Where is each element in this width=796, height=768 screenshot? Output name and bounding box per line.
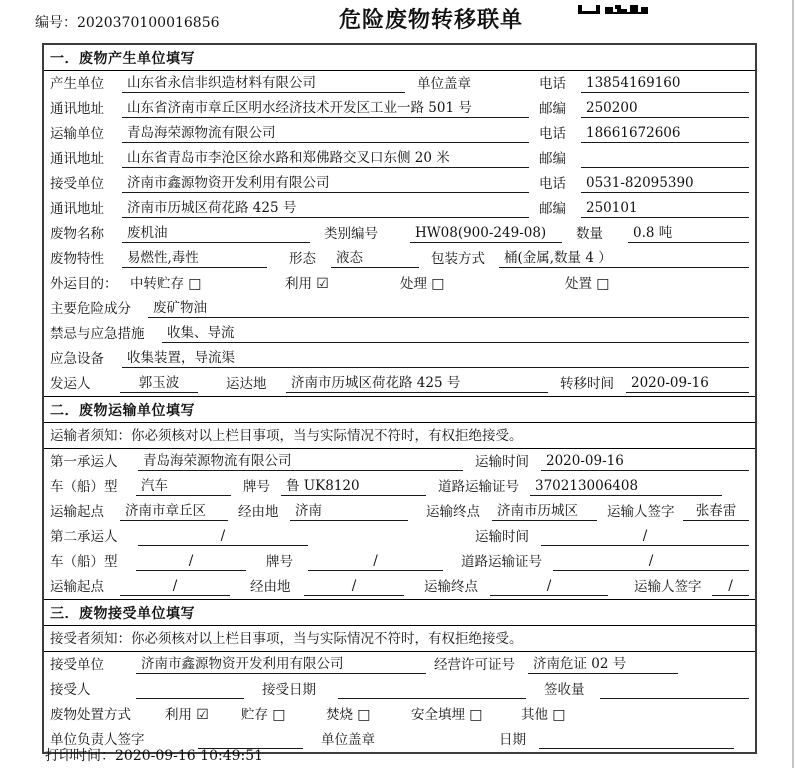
transport-unit-label: 运输单位: [50, 126, 104, 142]
producer-zip-value: 250200: [581, 99, 749, 118]
transport-zip-value: [581, 149, 749, 168]
route-via-2-label: 经由地: [250, 579, 291, 595]
purpose-option-dispose: [565, 275, 610, 293]
destination-label: 运达地: [226, 376, 267, 392]
transport-address-row: [44, 146, 755, 171]
accept-unit-label: 接受单位: [50, 657, 104, 673]
receiver-zip-label: 邮编: [539, 201, 566, 217]
waste-trait-label: 废物特性: [50, 251, 104, 267]
route-via-2-value: /: [304, 577, 404, 596]
plate-number-1-label: 牌号: [243, 479, 270, 495]
print-time: [45, 745, 263, 765]
transport-time-2-label: 运输时间: [475, 529, 529, 545]
hazard-component-value: 废矿物油: [148, 299, 749, 318]
manifest-form-table: [42, 43, 757, 754]
receiver-zip-value: 250101: [581, 199, 749, 218]
producer-unit-row: [44, 71, 755, 96]
first-carrier-value: 青岛海荣源物流有限公司: [138, 452, 463, 471]
transport-address-value: 山东省青岛市李沧区徐水路和郑佛路交叉口东侧 20 米: [122, 149, 529, 168]
page-edge-divider: [792, 0, 794, 768]
plate-number-1-value: 鲁 UK8120: [281, 477, 426, 496]
accept-amount-label: 签收量: [544, 682, 585, 698]
disposal-method-label: 废物处置方式: [50, 707, 131, 723]
emergency-measures-label: 禁忌与应急措施: [50, 326, 145, 342]
purpose-treat-checkbox[interactable]: □: [431, 276, 445, 292]
disposal-landfill-label: 安全填埋: [411, 707, 465, 723]
receiver-phone-label: 电话: [539, 176, 566, 192]
producer-zip-label: 邮编: [539, 101, 566, 117]
road-permit-2-label: 道路运输证号: [461, 554, 542, 570]
transfer-time-value: 2020-09-16: [626, 374, 749, 393]
road-permit-2-value: /: [553, 552, 749, 571]
transport-time-2-value: /: [541, 527, 749, 546]
receiver-address-value: 济南市历城区荷花路 425 号: [122, 199, 529, 218]
document-number: [35, 12, 220, 32]
waste-category-value: HW08(900-249-08): [410, 224, 562, 243]
plate-number-2-value: /: [308, 552, 443, 571]
page-title: 危险废物转移联单: [338, 7, 524, 33]
transporter-sign-2-label: 运输人签字: [634, 579, 702, 595]
waste-form-label: 形态: [289, 251, 316, 267]
vehicle-type-2-row: [44, 549, 755, 574]
purpose-storage-checkbox[interactable]: □: [188, 276, 202, 292]
disposal-other-checkbox[interactable]: □: [552, 707, 566, 723]
destination-value: 济南市历城区荷花路 425 号: [286, 374, 548, 393]
vehicle-type-1-label: 车（船）型: [50, 479, 118, 495]
transport-address-label: 通讯地址: [50, 151, 104, 167]
purpose-utilize-label: 利用: [285, 276, 312, 292]
waste-qty-value: 0.8 吨: [628, 224, 749, 243]
waste-trait-value: 易燃性,毒性: [122, 249, 267, 268]
disposal-burn-label: 焚烧: [326, 707, 353, 723]
transporter-notice-row: [44, 423, 755, 449]
route-end-2-value: /: [490, 577, 608, 596]
document-number-label: 编号：: [35, 15, 77, 31]
first-carrier-label: 第一承运人: [50, 454, 118, 470]
section-2-header: 二．废物运输单位填写: [44, 396, 755, 423]
transporter-sign-1-value: 张春雷: [683, 502, 749, 521]
disposal-option-utilize: [165, 706, 241, 724]
route-origin-2-label: 运输起点: [50, 579, 104, 595]
disposal-method-row: [44, 702, 755, 727]
road-permit-1-label: 道路运输证号: [438, 479, 519, 495]
disposal-utilize-label: 利用: [165, 707, 192, 723]
unit-seal-3-label: 单位盖章: [321, 732, 375, 748]
transport-zip-label: 邮编: [539, 151, 566, 167]
transfer-time-label: 转移时间: [560, 376, 614, 392]
document-header: [0, 0, 796, 40]
purpose-dispose-label: 处置: [565, 276, 592, 292]
producer-unit-label: 产生单位: [50, 76, 104, 92]
purpose-dispose-checkbox[interactable]: □: [596, 276, 610, 292]
purpose-option-treat: [400, 275, 565, 293]
accept-amount-value: [600, 680, 749, 699]
plate-number-2-label: 牌号: [266, 554, 293, 570]
second-carrier-value: /: [138, 527, 308, 546]
accept-date-label: 接受日期: [262, 682, 316, 698]
receiver-phone-value: 0531-82095390: [581, 174, 749, 193]
disposal-storage-label: 贮存: [241, 707, 268, 723]
purpose-treat-label: 处理: [400, 276, 427, 292]
print-time-label: 打印时间：: [45, 748, 115, 764]
route-end-2-label: 运输终点: [424, 579, 478, 595]
second-carrier-label: 第二承运人: [50, 529, 118, 545]
producer-phone-label: 电话: [539, 76, 566, 92]
sender-value: 郭玉波: [120, 374, 198, 393]
print-time-value: 2020-09-16 10:49:51: [115, 748, 264, 764]
emergency-measures-value: 收集、导流: [162, 324, 749, 343]
route-end-1-value: 济南市历城区: [492, 502, 597, 521]
emergency-measures-row: [44, 321, 755, 346]
transporter-notice-text: 运输者须知：你必须核对以上栏目事项，当与实际情况不符时，有权拒绝接受。: [50, 427, 523, 444]
section-3-header: 三．废物接受单位填写: [44, 599, 755, 626]
qr-code-icon: [578, 0, 648, 19]
vehicle-type-1-value: 汽车: [136, 477, 231, 496]
transporter-sign-2-value: /: [712, 577, 749, 596]
producer-address-value: 山东省济南市章丘区明水经济技术开发区工业一路 501 号: [122, 99, 529, 118]
receiver-unit-label: 接受单位: [50, 176, 104, 192]
disposal-burn-checkbox[interactable]: □: [357, 707, 371, 723]
packing-value: 桶(金属,数量 4 ）: [499, 249, 749, 268]
license-number-value: 济南危证 02 号: [528, 655, 678, 674]
waste-form-value: 液态: [331, 249, 419, 268]
receiver-notice-text: 接受者须知：你必须核对以上栏目事项，当与实际情况不符时，有权拒绝接受。: [50, 630, 523, 647]
responsible-sign-label: 单位负责人签字: [50, 732, 145, 748]
vehicle-type-2-label: 车（船）型: [50, 554, 118, 570]
waste-name-value: 废机油: [122, 224, 310, 243]
route-origin-1-label: 运输起点: [50, 504, 104, 520]
disposal-storage-checkbox[interactable]: □: [272, 707, 286, 723]
accept-seal-date-value: [539, 730, 734, 749]
disposal-option-landfill: [411, 706, 521, 724]
route-origin-2-value: /: [120, 577, 230, 596]
waste-qty-label: 数量: [576, 226, 603, 242]
accept-person-value: [136, 680, 244, 699]
document-number-value: 2020370100016856: [77, 15, 220, 31]
route-end-1-label: 运输终点: [426, 504, 480, 520]
emergency-equipment-row: [44, 346, 755, 371]
waste-trait-row: [44, 246, 755, 271]
transport-phone-label: 电话: [539, 126, 566, 142]
waste-category-label: 类别编号: [324, 226, 378, 242]
producer-unit-value: 山东省永信非织造材料有限公司: [122, 74, 405, 93]
emergency-equipment-label: 应急设备: [50, 351, 104, 367]
transport-phone-value: 18661672606: [581, 124, 749, 143]
waste-name-row: [44, 221, 755, 246]
accept-date-value: [338, 680, 526, 699]
disposal-utilize-checkbox[interactable]: ☑: [196, 707, 209, 723]
emergency-equipment-value: 收集装置，导流渠: [122, 349, 749, 368]
vehicle-type-2-value: /: [136, 552, 246, 571]
route-2-row: [44, 574, 755, 599]
purpose-option-storage: [130, 275, 285, 293]
transfer-purpose-row: [44, 271, 755, 296]
producer-address-label: 通讯地址: [50, 101, 104, 117]
transporter-sign-1-label: 运输人签字: [607, 504, 675, 520]
disposal-option-burn: [326, 706, 411, 724]
purpose-option-utilize: [285, 275, 400, 293]
route-via-1-value: 济南: [290, 502, 408, 521]
transport-unit-value: 青岛海荣源物流有限公司: [122, 124, 529, 143]
receiver-address-row: [44, 196, 755, 221]
route-1-row: [44, 499, 755, 524]
hazard-component-row: [44, 296, 755, 321]
license-number-label: 经营许可证号: [434, 657, 515, 673]
receiver-notice-row: [44, 626, 755, 652]
transfer-purpose-label: 外运目的：: [50, 276, 118, 292]
disposal-option-storage: [241, 706, 326, 724]
waste-name-label: 废物名称: [50, 226, 104, 242]
vehicle-type-1-row: [44, 474, 755, 499]
disposal-landfill-checkbox[interactable]: □: [469, 707, 483, 723]
sender-row: [44, 371, 755, 396]
transport-time-1-value: 2020-09-16: [541, 452, 749, 471]
road-permit-1-value: 370213006408: [530, 477, 722, 496]
unit-seal-label: 单位盖章: [417, 76, 471, 92]
disposal-other-label: 其他: [521, 707, 548, 723]
route-origin-1-value: 济南市章丘区: [120, 502, 228, 521]
accept-person-row: [44, 677, 755, 702]
second-carrier-row: [44, 524, 755, 549]
sender-label: 发运人: [50, 376, 91, 392]
accept-unit-row: [44, 652, 755, 677]
route-via-1-label: 经由地: [238, 504, 279, 520]
disposal-option-other: [521, 706, 566, 724]
accept-seal-date-label: 日期: [499, 732, 526, 748]
transport-time-1-label: 运输时间: [475, 454, 529, 470]
accept-unit-value: 济南市鑫源物资开发利用有限公司: [136, 655, 426, 674]
receiver-unit-row: [44, 171, 755, 196]
section-1-header: 一．废物产生单位填写: [44, 45, 755, 71]
hazard-component-label: 主要危险成分: [50, 301, 131, 317]
producer-address-row: [44, 96, 755, 121]
producer-phone-value: 13854169160: [581, 74, 749, 93]
packing-label: 包装方式: [431, 251, 485, 267]
purpose-utilize-checkbox[interactable]: ☑: [316, 276, 329, 292]
accept-person-label: 接受人: [50, 682, 91, 698]
receiver-address-label: 通讯地址: [50, 201, 104, 217]
first-carrier-row: [44, 449, 755, 474]
transport-unit-row: [44, 121, 755, 146]
receiver-unit-value: 济南市鑫源物资开发利用有限公司: [122, 174, 529, 193]
purpose-storage-label: 中转贮存: [130, 276, 184, 292]
